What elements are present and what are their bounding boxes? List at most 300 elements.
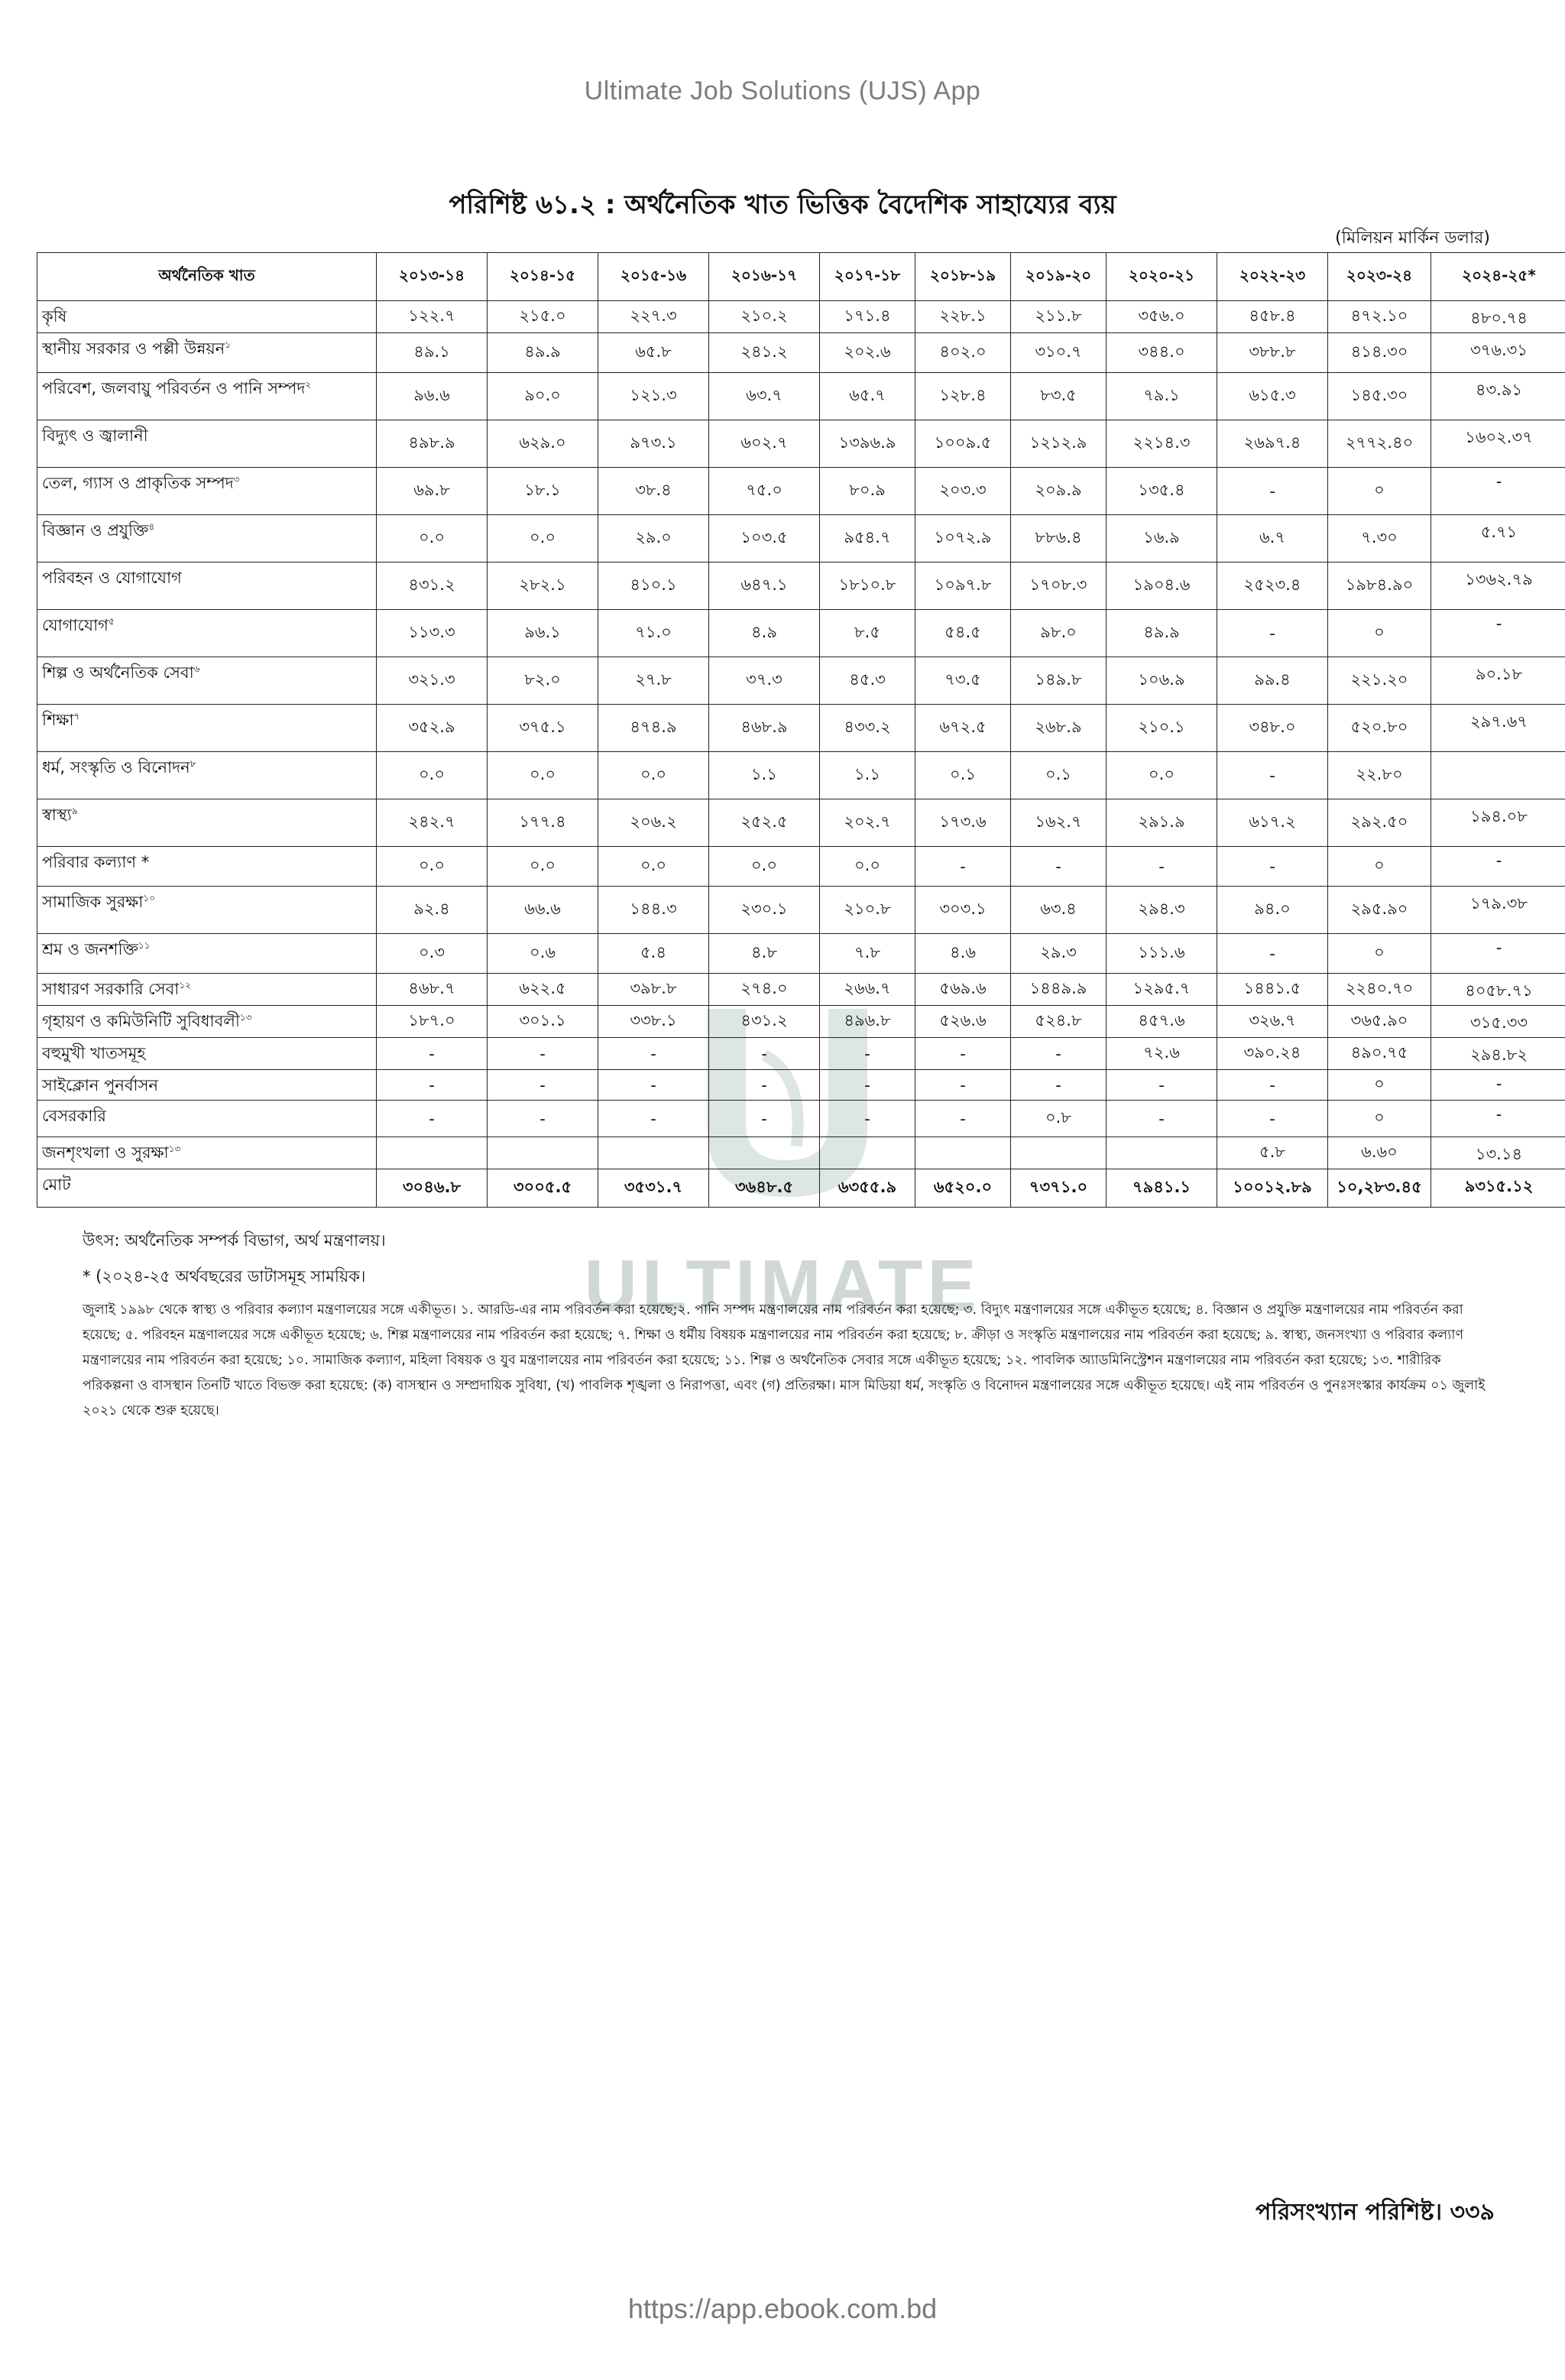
value-cell: ২৩০.১: [709, 887, 820, 934]
value-cell: -: [598, 1101, 709, 1137]
footer-url[interactable]: https://app.ebook.com.bd: [627, 2293, 938, 2324]
value-cell: ১০,২৮৩.৪৫: [1328, 1169, 1431, 1208]
value-cell: ৩৬৫.৯০: [1328, 1006, 1431, 1038]
value-cell: -: [709, 1038, 820, 1070]
value-cell: ২১০.২: [709, 301, 820, 333]
value-cell: ২২৪০.৭০: [1328, 974, 1431, 1006]
value-cell: ৬৫২০.০: [915, 1169, 1011, 1208]
value-cell: ৩৪৪.০: [1107, 333, 1217, 373]
value-cell: [1431, 752, 1565, 799]
value-cell: ৩৮.৪: [598, 468, 709, 515]
value-cell: ১৪৫.৩০: [1328, 373, 1431, 420]
value-cell: ২৬৯৭.৪: [1217, 420, 1328, 468]
value-cell: ৪৫.৩: [820, 657, 915, 705]
value-cell: [709, 1137, 820, 1169]
value-cell: ৬৬.৬: [488, 887, 598, 934]
value-cell: -: [1431, 847, 1565, 887]
value-cell: -: [820, 1070, 915, 1101]
column-header-year: ২০২২-২৩: [1217, 253, 1328, 301]
value-cell: ৪৮০.৭৪: [1431, 301, 1565, 333]
table-row: [37, 887, 1565, 934]
value-cell: ০.৮: [1011, 1101, 1107, 1137]
value-cell: ২১৫.০: [488, 301, 598, 333]
value-cell: ১২১.৩: [598, 373, 709, 420]
value-cell: ৪.৮: [709, 934, 820, 974]
table-row: [37, 1038, 1565, 1070]
sector-label: জনশৃংখলা ও সুরক্ষা: [42, 1143, 169, 1162]
sector-cell: [37, 1070, 377, 1101]
value-cell: ১৩৯৬.৯: [820, 420, 915, 468]
value-cell: -: [709, 1101, 820, 1137]
footnote-marker: ৭: [73, 711, 80, 721]
value-cell: ৭৯.১: [1107, 373, 1217, 420]
value-cell: ২০২.৬: [820, 333, 915, 373]
value-cell: ০.০: [377, 847, 488, 887]
sector-label: ধর্ম, সংস্কৃতি ও বিনোদন: [42, 758, 190, 777]
value-cell: ১৩.১৪: [1431, 1137, 1565, 1169]
value-cell: ১৯০৪.৬: [1107, 563, 1217, 610]
value-cell: -: [1431, 1070, 1565, 1101]
sector-cell: [37, 847, 377, 887]
value-cell: [377, 1137, 488, 1169]
table-row: [37, 974, 1565, 1006]
footnote-marker: ৬: [193, 663, 200, 674]
value-cell: ২০২.৭: [820, 799, 915, 847]
value-cell: -: [820, 1101, 915, 1137]
value-cell: ৬৫.৭: [820, 373, 915, 420]
value-cell: ৭৯৪১.১: [1107, 1169, 1217, 1208]
sector-label: বেসরকারি: [42, 1107, 106, 1125]
value-cell: ১৭১.৪: [820, 301, 915, 333]
sector-label: বহুমুখী খাতসমূহ: [42, 1044, 146, 1062]
value-cell: -: [488, 1101, 598, 1137]
value-cell: ২৭৭২.৪০: [1328, 420, 1431, 468]
value-cell: -: [1011, 1038, 1107, 1070]
value-cell: ৪৩১.২: [709, 1006, 820, 1038]
table-row: [37, 301, 1565, 333]
value-cell: ৮০.৯: [820, 468, 915, 515]
footnotes: জুলাই ১৯৯৮ থেকে স্বাস্থ্য ও পরিবার কল্যাণ মন্ত্রণালয়ের সঙ্গে একীভূত। ১. আরডি-এর নাম পরিবর্তন করা হয়েছে;২. পানি সম্পদ মন্ত্রণালয়ের নাম পরিবর্তন করা হয়েছে; ৩. বিদ্যুৎ মন্ত্রণালয়ের সঙ্গে একীভূত হয়েছে; ৪. বিজ্ঞান ও প্রযুক্তি মন্ত্রণালয়ের নাম পরিবর্তন করা হয়েছে; ৫. পরিবহন মন্ত্রণালয়ের সঙ্গে একীভূত হয়েছে; ৬. শিল্প মন্ত্রণালয়ের নাম পরিবর্তন করা হয়েছে; ৭. শিক্ষা ও ধর্মীয় বিষয়ক মন্ত্রণালয়ের নাম পরিবর্তন করা হয়েছে; ৮. ক্রীড়া ও সংস্কৃতি মন্ত্রণালয়ের নাম পরিবর্তন করা হয়েছে; ৯. স্বাস্থ্য, জনসংখ্যা ও পরিবার কল্যাণ মন্ত্রণালয়ের নাম পরিবর্তন করা হয়েছে; ১০. সামাজিক কল্যাণ, মহিলা বিষয়ক ও যুব মন্ত্রণালয়ের নাম পরিবর্তন করা হয়েছে; ১১. শিল্প ও অর্থনৈতিক সেবার সঙ্গে একীভূত হয়েছে; ১২. পাবলিক অ্যাডমিনিস্ট্রেশন মন্ত্রণালয়ের নাম পরিবর্তন করা হয়েছে; ১৩. শারীরিক পরিকল্পনা ও বাসস্থান তিনটি খাতে বিভক্ত করা হয়েছে: (ক) বাসস্থান ও সম্প্রদায়িক সুবিধা, (খ) পাবলিক শৃঙ্খলা ও নিরাপত্তা, এবং (গ) প্রতিরক্ষা। মাস মিডিয়া ধর্ম, সংস্কৃতি ও বিনোদন মন্ত্রণালয়ের সঙ্গে একীভূত হয়েছে। এই নাম পরিবর্তন ও পুনঃসংস্কার কার্যক্রম ০১ জুলাই ২০২১ থেকে শুরু হয়েছে।: [83, 1302, 1486, 1419]
value-cell: ৪৯৬.৮: [820, 1006, 915, 1038]
sector-label: মোট: [42, 1175, 71, 1194]
value-cell: ১৬০২.৩৭: [1431, 420, 1565, 468]
value-cell: -: [915, 1070, 1011, 1101]
column-header-sector: অর্থনৈতিক খাত: [37, 253, 377, 301]
table-row: [37, 752, 1565, 799]
value-cell: ৫২৪.৮: [1011, 1006, 1107, 1038]
value-cell: ২৯৪.৮২: [1431, 1038, 1565, 1070]
value-cell: ০: [1328, 468, 1431, 515]
value-cell: ১৭৭.৪: [488, 799, 598, 847]
value-cell: ০.৩: [377, 934, 488, 974]
value-cell: ২১০.৮: [820, 887, 915, 934]
footnote-marker: ১১: [138, 940, 151, 951]
value-cell: ৬.৭: [1217, 515, 1328, 563]
unit-label: (মিলিয়ন মার্কিন ডলার): [1335, 229, 1490, 248]
value-cell: ৪১৪.৩০: [1328, 333, 1431, 373]
sector-label: সাধারণ সরকারি সেবা: [42, 980, 180, 998]
value-cell: ১১৩.৩: [377, 610, 488, 657]
value-cell: ৯৫৪.৭: [820, 515, 915, 563]
value-cell: [915, 1137, 1011, 1169]
value-cell: ১.১: [820, 752, 915, 799]
value-cell: ২০৩.৩: [915, 468, 1011, 515]
value-cell: -: [377, 1070, 488, 1101]
sector-label: বিজ্ঞান ও প্রযুক্তি: [42, 521, 149, 540]
value-cell: ৭১.০: [598, 610, 709, 657]
value-cell: ২২১৪.৩: [1107, 420, 1217, 468]
value-cell: ৩৬৪৮.৫: [709, 1169, 820, 1208]
value-cell: ২২৭.৩: [598, 301, 709, 333]
table-row: [37, 847, 1565, 887]
value-cell: -: [1217, 468, 1328, 515]
value-cell: ৩১০.৭: [1011, 333, 1107, 373]
value-cell: ৮২.০: [488, 657, 598, 705]
sector-cell: [37, 420, 377, 468]
value-cell: ৯৯.৪: [1217, 657, 1328, 705]
table-row: [37, 705, 1565, 752]
value-cell: [1011, 1137, 1107, 1169]
value-cell: ১০৩.৫: [709, 515, 820, 563]
sector-label: স্থানীয় সরকার ও পল্লী উন্নয়ন: [42, 339, 225, 358]
value-cell: ২৯৭.৬৭: [1431, 705, 1565, 752]
sector-cell: [37, 515, 377, 563]
value-cell: ৫৬৯.৬: [915, 974, 1011, 1006]
value-cell: ২৯.০: [598, 515, 709, 563]
watermark-text: ULTIMATE: [584, 1245, 981, 1327]
value-cell: -: [1217, 1101, 1328, 1137]
value-cell: ৪১০.১: [598, 563, 709, 610]
value-cell: ৯৬.৬: [377, 373, 488, 420]
value-cell: ২১০.১: [1107, 705, 1217, 752]
value-cell: ১৪৯.৮: [1011, 657, 1107, 705]
table-row: [37, 799, 1565, 847]
column-header-year: ২০১৪-১৫: [488, 253, 598, 301]
sector-cell: [37, 468, 377, 515]
footnote-marker: ১৩: [239, 1012, 252, 1023]
footnote-marker: ১৩: [168, 1143, 181, 1154]
value-cell: -: [915, 847, 1011, 887]
column-header-year: ২০১৩-১৪: [377, 253, 488, 301]
sector-cell: [37, 752, 377, 799]
sector-cell: [37, 1137, 377, 1169]
table-row: [37, 563, 1565, 610]
value-cell: -: [377, 1101, 488, 1137]
footnote-marker: ১: [225, 339, 232, 350]
footnote-marker: ৫: [108, 616, 115, 627]
value-cell: ০.০: [488, 752, 598, 799]
value-cell: ৪.৯: [709, 610, 820, 657]
column-header-year: ২০১৯-২০: [1011, 253, 1107, 301]
table-row: [37, 468, 1565, 515]
value-cell: ২৫২.৫: [709, 799, 820, 847]
sector-cell: [37, 1169, 377, 1208]
value-cell: ৬৩.৭: [709, 373, 820, 420]
footnote-marker: ৩: [233, 474, 240, 485]
value-cell: ৪.৬: [915, 934, 1011, 974]
value-cell: ০: [1328, 610, 1431, 657]
value-cell: ৪৭৪.৯: [598, 705, 709, 752]
value-cell: ৩৮৮.৮: [1217, 333, 1328, 373]
sector-label: সাইক্লোন পুনর্বাসন: [42, 1076, 159, 1094]
value-cell: ১৯৮৪.৯০: [1328, 563, 1431, 610]
value-cell: ৮৩.৫: [1011, 373, 1107, 420]
value-cell: ৯৪.০: [1217, 887, 1328, 934]
value-cell: ২৭.৮: [598, 657, 709, 705]
value-cell: ৬০২.৭: [709, 420, 820, 468]
sector-cell: [37, 887, 377, 934]
provisional-note: * (২০২৪-২৫ অর্থবছরের ডাটাসমূহ সাময়িক।: [83, 1267, 366, 1286]
value-cell: ১২২.৭: [377, 301, 488, 333]
page-reference: পরিসংখ্যান পরিশিষ্ট। ৩৩৯: [1255, 2199, 1495, 2226]
value-cell: ৪৬৮.৭: [377, 974, 488, 1006]
value-cell: ১৪৪১.৫: [1217, 974, 1328, 1006]
value-cell: ১৪৪.৩: [598, 887, 709, 934]
table-row: [37, 657, 1565, 705]
value-cell: ১১১.৬: [1107, 934, 1217, 974]
value-cell: ০: [1328, 847, 1431, 887]
footnote-marker: ২: [305, 379, 312, 390]
table-row: [37, 1070, 1565, 1101]
sector-label: কৃষি: [42, 307, 67, 326]
sector-cell: [37, 1101, 377, 1137]
value-cell: ৩৫৬.০: [1107, 301, 1217, 333]
sector-label: শিল্প ও অর্থনৈতিক সেবা: [42, 663, 194, 682]
value-cell: ০.০: [377, 515, 488, 563]
value-cell: ২৯৪.৩: [1107, 887, 1217, 934]
value-cell: -: [598, 1070, 709, 1101]
foreign-aid-table: [37, 252, 1565, 1208]
value-cell: ৬.৬০: [1328, 1137, 1431, 1169]
value-cell: ১৩৬২.৭৯: [1431, 563, 1565, 610]
value-cell: ০.১: [1011, 752, 1107, 799]
value-cell: -: [1217, 934, 1328, 974]
value-cell: [820, 1137, 915, 1169]
column-header-year: ২০১৬-১৭: [709, 253, 820, 301]
value-cell: ৬১৭.২: [1217, 799, 1328, 847]
table-row: [37, 934, 1565, 974]
value-cell: ২২.৮০: [1328, 752, 1431, 799]
total-row: [37, 1169, 1565, 1208]
value-cell: ৩০১.১: [488, 1006, 598, 1038]
value-cell: ২৯২.৫০: [1328, 799, 1431, 847]
column-header-year: ২০১৭-১৮: [820, 253, 915, 301]
value-cell: ৯০.১৮: [1431, 657, 1565, 705]
value-cell: ১০০৯.৫: [915, 420, 1011, 468]
value-cell: ১৪৪৯.৯: [1011, 974, 1107, 1006]
footnote-marker: ৮: [190, 758, 196, 769]
sector-label: সামাজিক সুরক্ষা: [42, 893, 144, 911]
column-header-year: ২০২৩-২৪: [1328, 253, 1431, 301]
sector-cell: [37, 1038, 377, 1070]
value-cell: ০.১: [915, 752, 1011, 799]
value-cell: -: [1217, 847, 1328, 887]
value-cell: ০.০: [820, 847, 915, 887]
value-cell: -: [915, 1101, 1011, 1137]
value-cell: ৬৯.৮: [377, 468, 488, 515]
value-cell: ১৩৫.৪: [1107, 468, 1217, 515]
value-cell: ৩৫৩১.৭: [598, 1169, 709, 1208]
value-cell: -: [1011, 847, 1107, 887]
value-cell: ২০৬.২: [598, 799, 709, 847]
sector-label: পরিবহন ও যোগাযোগ: [42, 569, 182, 587]
value-cell: ০.০: [598, 752, 709, 799]
value-cell: ৭৫.০: [709, 468, 820, 515]
value-cell: ৩৭৬.৩১: [1431, 333, 1565, 373]
value-cell: ৯২.৪: [377, 887, 488, 934]
source-note: উৎস: অর্থনৈতিক সম্পর্ক বিভাগ, অর্থ মন্ত্রণালয়।: [83, 1231, 386, 1250]
sector-cell: [37, 610, 377, 657]
table-header-row: [37, 253, 1565, 301]
value-cell: -: [915, 1038, 1011, 1070]
value-cell: ৫.৪: [598, 934, 709, 974]
value-cell: ১০৭২.৯: [915, 515, 1011, 563]
value-cell: -: [1431, 1101, 1565, 1137]
value-cell: ৪৩৩.২: [820, 705, 915, 752]
value-cell: ৩০০৫.৫: [488, 1169, 598, 1208]
table-row: [37, 1137, 1565, 1169]
value-cell: ১৭৯.৩৮: [1431, 887, 1565, 934]
value-cell: ২৯১.৯: [1107, 799, 1217, 847]
value-cell: ৯৩১৫.১২: [1431, 1169, 1565, 1208]
footnote-marker: ১০: [143, 893, 155, 903]
value-cell: ০: [1328, 934, 1431, 974]
value-cell: ৯০.০: [488, 373, 598, 420]
value-cell: ২৪১.২: [709, 333, 820, 373]
value-cell: ২৯৫.৯০: [1328, 887, 1431, 934]
value-cell: ৩৫২.৯: [377, 705, 488, 752]
value-cell: ১.১: [709, 752, 820, 799]
app-brand-header: Ultimate Job Solutions (UJS) App: [584, 76, 981, 105]
value-cell: ৬৭২.৫: [915, 705, 1011, 752]
value-cell: ৪০২.০: [915, 333, 1011, 373]
value-cell: ৫.৭১: [1431, 515, 1565, 563]
value-cell: ৭.৮: [820, 934, 915, 974]
value-cell: [1107, 1137, 1217, 1169]
value-cell: ১২৮.৪: [915, 373, 1011, 420]
value-cell: ২২৮.১: [915, 301, 1011, 333]
table-row: [37, 333, 1565, 373]
sector-label: বিদ্যুৎ ও জ্বালানী: [42, 426, 148, 445]
value-cell: -: [820, 1038, 915, 1070]
value-cell: ২৫২৩.৪: [1217, 563, 1328, 610]
value-cell: -: [1431, 468, 1565, 515]
sector-cell: [37, 974, 377, 1006]
sector-label: স্বাস্থ্য: [42, 806, 72, 824]
value-cell: ৩২৬.৭: [1217, 1006, 1328, 1038]
value-cell: ৯৮.০: [1011, 610, 1107, 657]
value-cell: ৩০৩.১: [915, 887, 1011, 934]
value-cell: ০.০: [377, 752, 488, 799]
value-cell: ৬২২.৫: [488, 974, 598, 1006]
value-cell: ৮৮৬.৪: [1011, 515, 1107, 563]
value-cell: ৪৫৮.৪: [1217, 301, 1328, 333]
value-cell: ২০৯.৯: [1011, 468, 1107, 515]
column-header-year: ২০১৮-১৯: [915, 253, 1011, 301]
sector-cell: [37, 705, 377, 752]
value-cell: ৩৭৫.১: [488, 705, 598, 752]
value-cell: ৪৯৮.৯: [377, 420, 488, 468]
table-row: [37, 610, 1565, 657]
value-cell: ৪৬৮.৯: [709, 705, 820, 752]
value-cell: ৬৩৫৫.৯: [820, 1169, 915, 1208]
value-cell: ৩৯০.২৪: [1217, 1038, 1328, 1070]
sector-label: গৃহায়ণ ও কমিউনিটি সুবিধাবলী: [42, 1012, 240, 1030]
column-header-year: ২০২৪-২৫*: [1431, 253, 1565, 301]
value-cell: ১০০১২.৮৯: [1217, 1169, 1328, 1208]
value-cell: ০.০: [488, 847, 598, 887]
footnote-marker: ১২: [179, 980, 191, 991]
value-cell: ০: [1328, 1101, 1431, 1137]
value-cell: ১৮.১: [488, 468, 598, 515]
value-cell: ৪৯.১: [377, 333, 488, 373]
value-cell: -: [1107, 1101, 1217, 1137]
value-cell: ৬২৯.০: [488, 420, 598, 468]
value-cell: ৭৩.৫: [915, 657, 1011, 705]
table-row: [37, 420, 1565, 468]
value-cell: ২৬৮.৯: [1011, 705, 1107, 752]
value-cell: ৭২.৬: [1107, 1038, 1217, 1070]
value-cell: ০.০: [709, 847, 820, 887]
value-cell: ২১১.৮: [1011, 301, 1107, 333]
sector-label: পরিবার কল্যাণ *: [42, 853, 150, 871]
value-cell: ১৭০৮.৩: [1011, 563, 1107, 610]
value-cell: ২৮২.১: [488, 563, 598, 610]
sector-cell: [37, 934, 377, 974]
value-cell: -: [1011, 1070, 1107, 1101]
value-cell: ১৯৪.০৮: [1431, 799, 1565, 847]
value-cell: -: [1217, 752, 1328, 799]
document-title: পরিশিষ্ট ৬১.২ : অর্থনৈতিক খাত ভিত্তিক বৈদেশিক সাহায্যের ব্যয়: [449, 190, 1116, 220]
sector-label: শ্রম ও জনশক্তি: [42, 940, 138, 958]
table-row: [37, 515, 1565, 563]
value-cell: ৪৫৭.৬: [1107, 1006, 1217, 1038]
value-cell: -: [1431, 610, 1565, 657]
table-row: [37, 1101, 1565, 1137]
column-header-year: ২০১৫-১৬: [598, 253, 709, 301]
sector-cell: [37, 333, 377, 373]
sector-label: শিক্ষা: [42, 711, 74, 729]
column-header-year: ২০২০-২১: [1107, 253, 1217, 301]
sector-label: পরিবেশ, জলবায়ু পরিবর্তন ও পানি সম্পদ: [42, 379, 306, 397]
sector-cell: [37, 563, 377, 610]
value-cell: -: [377, 1038, 488, 1070]
value-cell: ১০৬.৯: [1107, 657, 1217, 705]
value-cell: ৪০৫৮.৭১: [1431, 974, 1565, 1006]
table-row: [37, 373, 1565, 420]
value-cell: ০: [1328, 1070, 1431, 1101]
value-cell: ০.৬: [488, 934, 598, 974]
value-cell: ৩০৪৬.৮: [377, 1169, 488, 1208]
value-cell: -: [1107, 1070, 1217, 1101]
value-cell: -: [488, 1070, 598, 1101]
value-cell: ৩৪৮.০: [1217, 705, 1328, 752]
value-cell: ৫২৬.৬: [915, 1006, 1011, 1038]
value-cell: ২৪২.৭: [377, 799, 488, 847]
value-cell: ২৭৪.০: [709, 974, 820, 1006]
value-cell: ৩২১.৩: [377, 657, 488, 705]
value-cell: ৩১৫.৩৩: [1431, 1006, 1565, 1038]
value-cell: ১২১২.৯: [1011, 420, 1107, 468]
value-cell: ২২১.২০: [1328, 657, 1431, 705]
value-cell: ০.০: [598, 847, 709, 887]
value-cell: ৩৭.৩: [709, 657, 820, 705]
value-cell: ৭.৩০: [1328, 515, 1431, 563]
value-cell: ০.০: [488, 515, 598, 563]
value-cell: ৬৩.৪: [1011, 887, 1107, 934]
table-row: [37, 1006, 1565, 1038]
value-cell: ৫৪.৫: [915, 610, 1011, 657]
